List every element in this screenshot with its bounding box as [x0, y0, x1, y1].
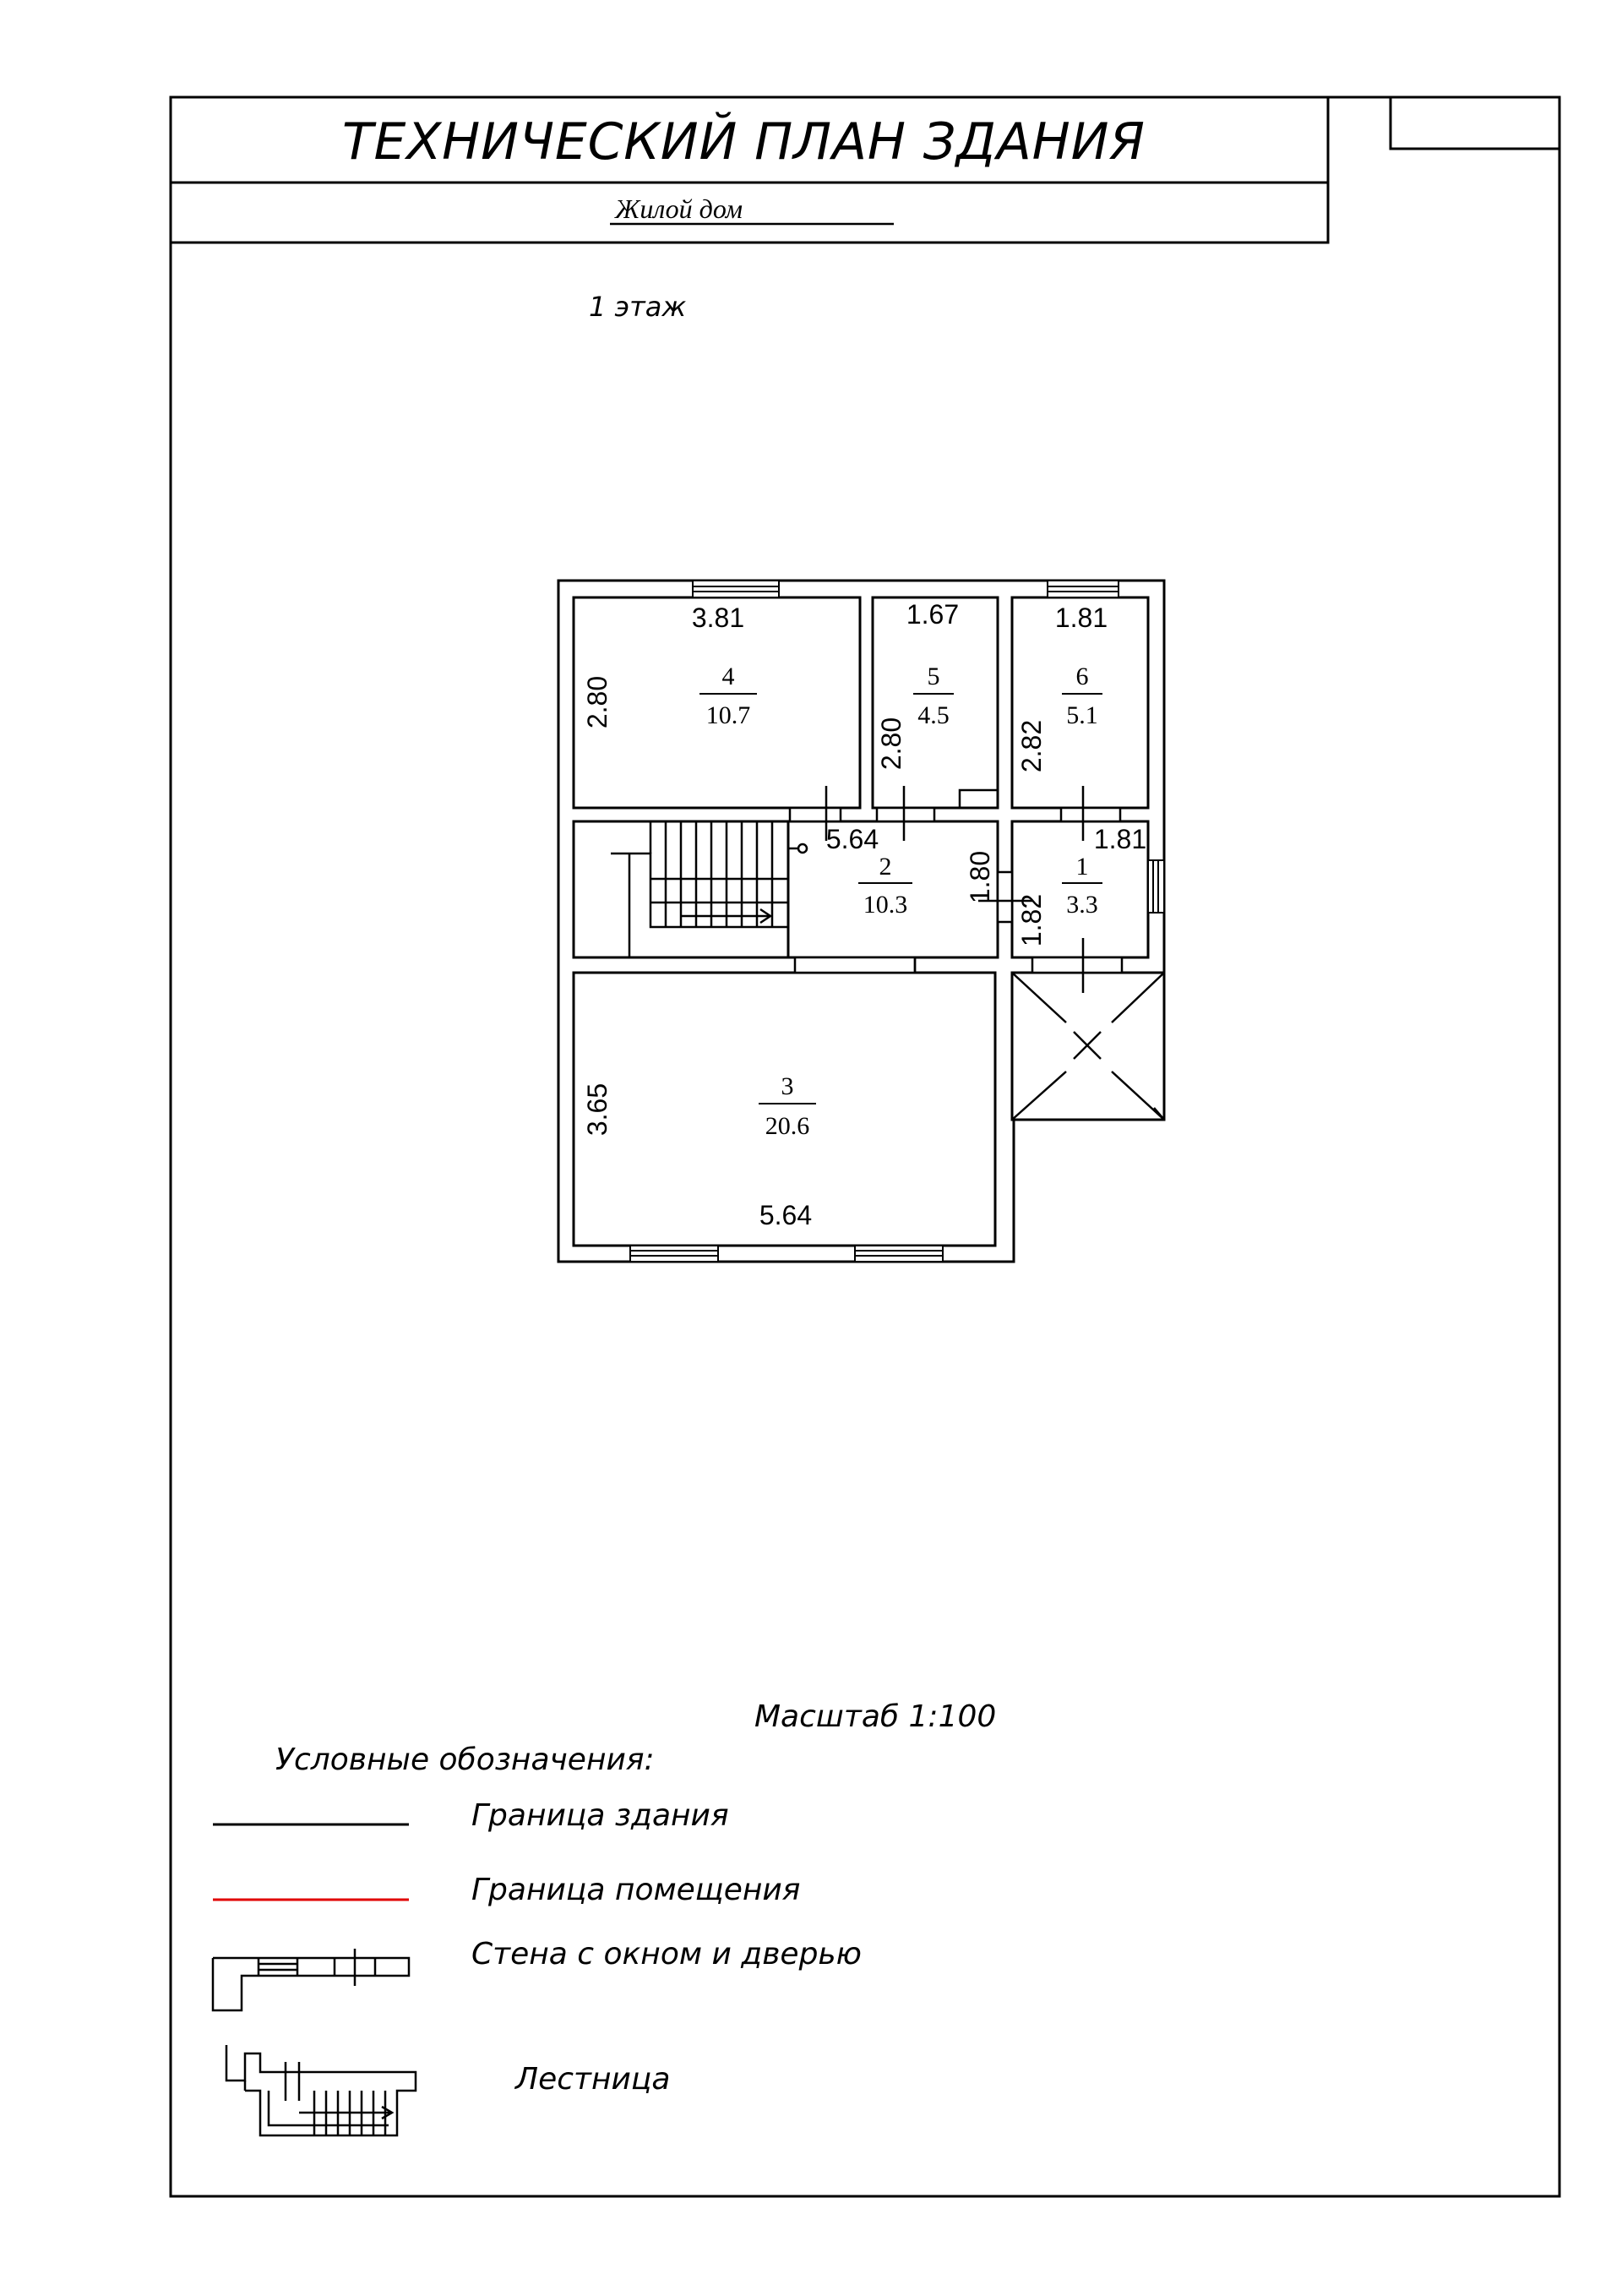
svg-text:1: 1	[1075, 853, 1089, 881]
scale-label: Масштаб 1:100	[754, 1699, 997, 1734]
legend-staircase-symbol	[226, 2045, 416, 2135]
dim-room-2-width: 5.64	[825, 824, 879, 854]
floor-label: 1 этаж	[589, 291, 687, 323]
room-label-6	[1062, 663, 1102, 729]
dim-room-5-height: 2.80	[876, 717, 906, 771]
dim-room-3-height: 3.65	[582, 1083, 612, 1137]
svg-text:2: 2	[879, 853, 892, 881]
dim-room-4-height: 2.80	[582, 675, 612, 729]
svg-text:5.1: 5.1	[1066, 701, 1098, 729]
legend-room-boundary-label: Граница помещения	[471, 1873, 801, 1907]
svg-text:4: 4	[721, 663, 735, 690]
window-room-6	[1048, 581, 1119, 597]
dim-room-6-width: 1.81	[1054, 603, 1108, 633]
svg-text:3.3: 3.3	[1066, 891, 1098, 919]
legend	[213, 1742, 862, 2135]
floor-plan	[558, 581, 1164, 1262]
svg-text:20.6: 20.6	[765, 1112, 810, 1140]
svg-text:3: 3	[781, 1072, 794, 1100]
room-label-2	[858, 853, 912, 919]
dim-room-4-width: 3.81	[691, 603, 745, 633]
staircase	[611, 821, 807, 957]
door-room-5	[877, 786, 934, 841]
room-label-1	[1062, 853, 1102, 919]
legend-building-boundary-label: Граница здания	[471, 1798, 729, 1833]
dim-room-3-width: 5.64	[759, 1200, 813, 1230]
window-room-1	[1148, 860, 1164, 913]
dim-room-1-width: 1.81	[1093, 824, 1147, 854]
dim-room-5-width: 1.67	[906, 599, 960, 630]
window-room-4	[693, 581, 779, 597]
room-contours	[574, 597, 1164, 1246]
dim-room-1-height: 1.82	[1016, 893, 1047, 947]
sheet-title: ТЕХНИЧЕСКИЙ ПЛАН ЗДАНИЯ	[342, 112, 1145, 172]
drawing-frame	[171, 97, 1559, 2196]
wc-box	[960, 790, 998, 808]
porch-cross	[1012, 973, 1164, 1120]
room-label-4	[699, 663, 757, 729]
legend-wall-window-door-label: Стена с окном и дверью	[471, 1937, 862, 1972]
svg-text:10.3: 10.3	[863, 891, 908, 919]
room-label-3	[759, 1072, 816, 1140]
doors	[790, 786, 1122, 993]
svg-text:6: 6	[1075, 663, 1089, 690]
window-room-3-right	[855, 1246, 943, 1262]
svg-text:5: 5	[927, 663, 940, 690]
legend-staircase-label: Лестница	[515, 2062, 671, 2097]
building-type: Жилой дом	[615, 194, 743, 224]
room-label-5	[913, 663, 954, 729]
dim-room-6-height: 2.82	[1016, 719, 1047, 773]
svg-text:4.5: 4.5	[917, 701, 950, 729]
legend-title: Условные обозначения:	[275, 1742, 655, 1777]
dim-room-2-height: 1.80	[965, 850, 995, 904]
svg-text:10.7: 10.7	[705, 701, 751, 729]
door-room-2-south	[795, 957, 915, 973]
legend-wall-window-door-symbol	[213, 1949, 409, 2010]
window-room-3-left	[630, 1246, 718, 1262]
